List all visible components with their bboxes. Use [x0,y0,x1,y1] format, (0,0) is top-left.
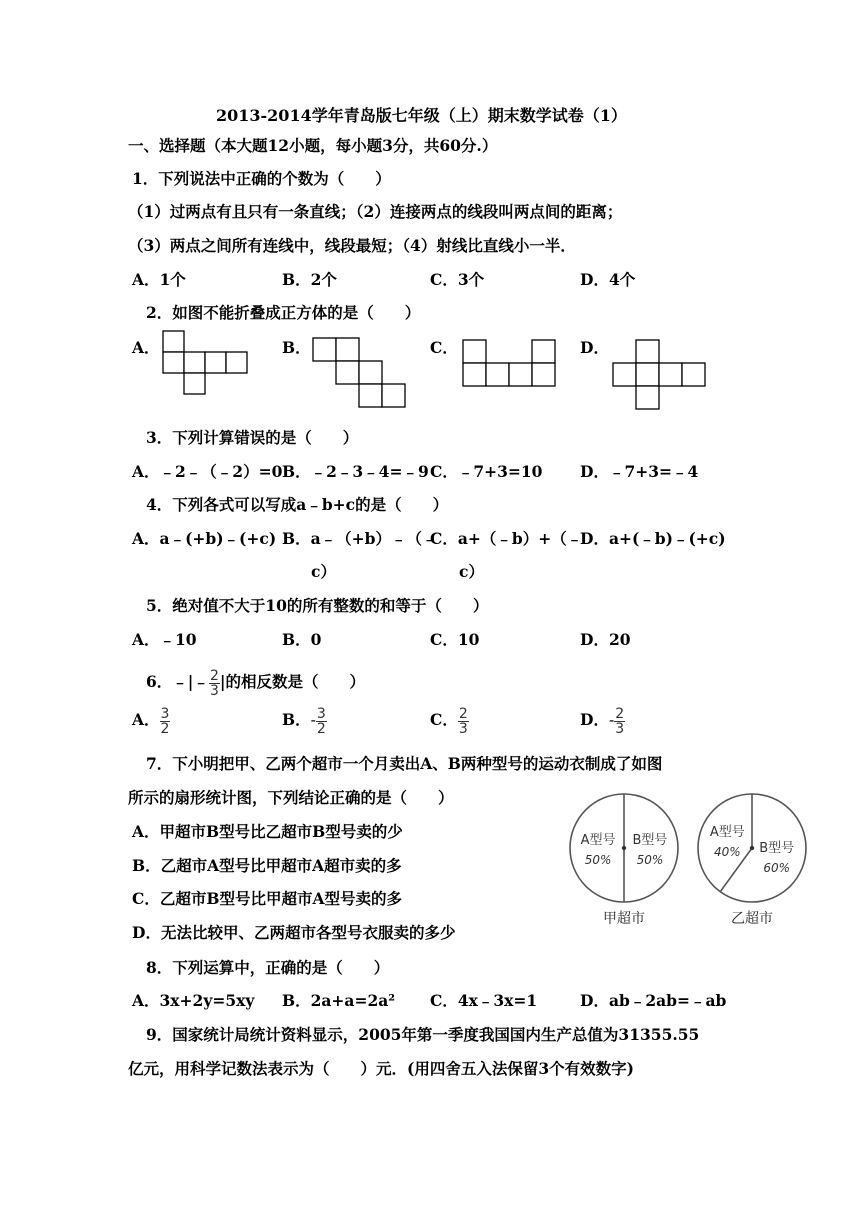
pie-2-slice-2-percent: 60% [763,861,790,876]
q5-option-a: A．﹣10 [132,630,197,649]
question-7-stem-line-1: 7．下小明把甲、乙两个超市一个月卖出A、B两种型号的运动衣制成了如图 [146,754,663,773]
q6-option-b-denominator: 2 [316,720,326,737]
q6-option-c-denominator: 3 [458,720,468,737]
q4-option-d: D．a+(﹣b)﹣(+c) [580,529,726,548]
q1-option-b: B．2个 [282,270,337,289]
q7-option-c: C．乙超市B型号比甲超市A型号卖的多 [132,889,402,908]
pie-2-slice-1-percent: 40% [714,844,741,859]
q8-option-c: C．4x﹣3x=1 [430,991,538,1010]
question-3-stem: 3．下列计算错误的是（ ） [146,428,359,447]
q5-option-c: C．10 [430,630,480,649]
q3-option-d: D．﹣7+3=﹣4 [580,462,699,481]
q6-option-a-label: A． [132,710,160,729]
q2-option-d: D． [580,338,609,357]
cube-net-b [310,335,410,413]
q6-option-a-denominator: 2 [160,720,170,737]
q7-option-a: A．甲超市B型号比乙超市B型号卖的少 [132,822,403,841]
pie-2-slice-1-name: A型号 [709,824,745,840]
q6-option-b-label: B． [282,710,311,729]
q5-option-d: D．20 [580,630,631,649]
pie-charts [560,785,820,935]
q6-stem-fraction [209,669,220,698]
question-1-line-2: （3）两点之间所有连线中，线段最短；（4）射线比直线小一半． [128,236,576,255]
pie-2-slice-2-name: B型号 [759,841,795,857]
q6-option-c-label: C． [430,710,458,729]
page-title: 2013-2014学年青岛版七年级（上）期末数学试卷（1） [216,106,627,125]
q6-option-d-denominator: 3 [615,720,625,737]
q6-stem-suffix: |的相反数是（ ） [219,672,365,691]
q4-option-a: A．a﹣(+b)﹣(+c) [132,529,277,548]
cube-net-d [610,338,710,416]
q8-option-a: A．3x+2y=5xy [132,991,255,1010]
question-1-stem: 1．下列说法中正确的个数为（ ） [132,169,391,188]
question-8-stem: 8．下列运算中，正确的是（ ） [146,958,390,977]
q6-option-a [132,703,170,737]
q1-option-d: D．4个 [580,270,636,289]
question-5-stem: 5．绝对值不大于10的所有整数的和等于（ ） [146,596,489,615]
q6-option-d-label: D． [580,710,609,729]
cube-net-a [160,328,260,398]
pie-1-slice-1-name: A型号 [580,833,616,848]
q6-stem-denominator: 3 [209,682,219,699]
q6-option-d-sign: - [608,711,615,729]
q6-stem-prefix: 6．﹣|﹣ [146,672,209,691]
question-7-stem-line-2: 所示的扇形统计图，下列结论正确的是（ ） [128,788,454,807]
pie-1-slice-1-percent: 50% [584,853,612,867]
q6-stem-numerator: 2 [209,667,219,684]
q8-option-b: B．2a+a=2a² [282,991,396,1010]
question-6-stem [146,665,365,699]
q3-option-a: A．﹣2﹣（﹣2）=0 [132,462,283,481]
q4-option-c: C．a+（﹣b）+（﹣ [430,529,583,548]
q2-option-c: C． [430,338,458,357]
q5-option-b: B．0 [282,630,322,649]
q8-option-d: D．ab﹣2ab=﹣ab [580,991,727,1010]
q6-option-b-sign: - [310,711,316,729]
question-1-line-1: （1）过两点有且只有一条直线；（2）连接两点的线段叫两点间的距离； [128,202,623,221]
pie-2-caption: 乙超市 [731,911,773,927]
q3-option-c: C．﹣7+3=10 [430,462,543,481]
q7-option-b: B．乙超市A型号比甲超市A超市卖的多 [132,856,402,875]
question-9-line-1: 9．国家统计局统计资料显示，2005年第一季度我国国内生产总值为31355.55 [146,1025,700,1044]
q6-option-d-numerator: 2 [615,705,625,722]
q6-option-b [282,703,327,737]
q7-option-d: D．无法比较甲、乙两超市各型号衣服卖的多少 [132,923,456,942]
section-heading: 一、选择题（本大题12小题，每小题3分，共60分.） [128,136,498,155]
q4-option-b: B．a﹣（+b）﹣（﹣ [282,529,438,548]
cube-net-c [460,338,560,390]
q1-option-c: C．3个 [430,270,485,289]
q2-option-b: B． [282,338,311,357]
q6-option-c-fraction [458,707,469,736]
q6-option-b-fraction [316,707,327,736]
q6-option-d-fraction [614,707,625,736]
question-2-stem: 2．如图不能折叠成正方体的是（ ） [146,303,421,322]
q1-option-a: A．1个 [132,270,186,289]
q4-option-c-wrap: c） [459,562,484,581]
q3-option-b: B．﹣2﹣3﹣4=﹣9 [282,462,429,481]
q6-option-a-fraction [160,707,171,736]
q4-option-b-wrap: c） [311,562,336,581]
q6-option-a-numerator: 3 [160,705,170,722]
q6-option-c-numerator: 2 [458,705,468,722]
q6-option-b-numerator: 3 [316,705,326,722]
q6-option-d [580,703,625,737]
pie-1-center [622,846,626,850]
question-4-stem: 4．下列各式可以写成a﹣b+c的是（ ） [146,495,449,514]
pie-1-slice-2-name: B型号 [632,833,668,848]
q6-option-c [430,703,469,737]
q2-option-a: A． [132,338,160,357]
pie-2-center [750,846,754,850]
question-9-line-2: 亿元，用科学记数法表示为（ ）元．(用四舍五入法保留3个有效数字) [128,1059,634,1078]
pie-1-slice-2-percent: 50% [636,853,664,867]
pie-1-caption: 甲超市 [603,911,645,927]
